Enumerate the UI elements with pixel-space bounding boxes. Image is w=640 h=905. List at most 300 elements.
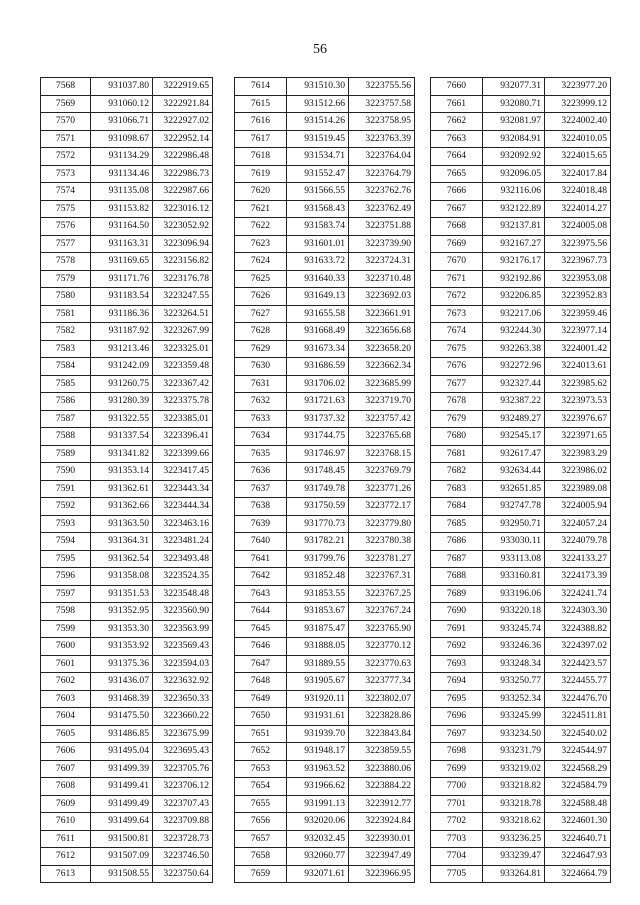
table-row xyxy=(431,620,611,638)
table-row xyxy=(235,183,415,201)
table-row xyxy=(41,778,213,796)
point-number-cell: 7657 xyxy=(235,830,287,848)
point-number-cell: 7583 xyxy=(41,340,91,358)
point-number-cell: 7656 xyxy=(235,813,287,831)
point-number-cell: 7620 xyxy=(235,183,287,201)
y-coordinate-cell: 3223493.48 xyxy=(153,550,213,568)
y-coordinate-cell: 3223695.43 xyxy=(153,743,213,761)
x-coordinate-cell: 932651.85 xyxy=(483,480,545,498)
y-coordinate-cell: 3223983.29 xyxy=(545,445,611,463)
point-number-cell: 7667 xyxy=(431,200,483,218)
point-number-cell: 7589 xyxy=(41,445,91,463)
table-row xyxy=(41,638,213,656)
table-row xyxy=(41,410,213,428)
x-coordinate-cell: 931499.49 xyxy=(91,795,153,813)
table-row xyxy=(431,603,611,621)
table-row xyxy=(235,760,415,778)
table-row xyxy=(431,743,611,761)
point-number-cell: 7607 xyxy=(41,760,91,778)
x-coordinate-cell: 931187.92 xyxy=(91,323,153,341)
y-coordinate-cell: 3223359.48 xyxy=(153,358,213,376)
table-row xyxy=(235,130,415,148)
x-coordinate-cell: 932092.92 xyxy=(483,148,545,166)
y-coordinate-cell: 3223757.42 xyxy=(349,410,415,428)
x-coordinate-cell: 933250.77 xyxy=(483,673,545,691)
y-coordinate-cell: 3224017.84 xyxy=(545,165,611,183)
x-coordinate-cell: 931686.59 xyxy=(287,358,349,376)
y-coordinate-cell: 3224511.81 xyxy=(545,708,611,726)
x-coordinate-cell: 932096.05 xyxy=(483,165,545,183)
point-number-cell: 7611 xyxy=(41,830,91,848)
table-row xyxy=(41,288,213,306)
y-coordinate-cell: 3223762.76 xyxy=(349,183,415,201)
y-coordinate-cell: 3222986.48 xyxy=(153,148,213,166)
y-coordinate-cell: 3223771.26 xyxy=(349,480,415,498)
y-coordinate-cell: 3223999.12 xyxy=(545,95,611,113)
y-coordinate-cell: 3223685.99 xyxy=(349,375,415,393)
y-coordinate-cell: 3223724.31 xyxy=(349,253,415,271)
point-number-cell: 7575 xyxy=(41,200,91,218)
point-number-cell: 7704 xyxy=(431,848,483,866)
x-coordinate-cell: 933219.02 xyxy=(483,760,545,778)
y-coordinate-cell: 3222952.14 xyxy=(153,130,213,148)
point-number-cell: 7689 xyxy=(431,585,483,603)
x-coordinate-cell: 931134.29 xyxy=(91,148,153,166)
point-number-cell: 7574 xyxy=(41,183,91,201)
x-coordinate-cell: 933160.81 xyxy=(483,568,545,586)
x-coordinate-cell: 931134.46 xyxy=(91,165,153,183)
point-number-cell: 7652 xyxy=(235,743,287,761)
x-coordinate-cell: 931362.54 xyxy=(91,550,153,568)
y-coordinate-cell: 3223959.46 xyxy=(545,305,611,323)
table-row xyxy=(41,865,213,883)
point-number-cell: 7615 xyxy=(235,95,287,113)
x-coordinate-cell: 931991.13 xyxy=(287,795,349,813)
point-number-cell: 7666 xyxy=(431,183,483,201)
y-coordinate-cell: 3224388.82 xyxy=(545,620,611,638)
point-number-cell: 7604 xyxy=(41,708,91,726)
x-coordinate-cell: 931353.14 xyxy=(91,463,153,481)
point-number-cell: 7665 xyxy=(431,165,483,183)
table-row xyxy=(41,200,213,218)
x-coordinate-cell: 931242.09 xyxy=(91,358,153,376)
y-coordinate-cell: 3223843.84 xyxy=(349,725,415,743)
point-number-cell: 7616 xyxy=(235,113,287,131)
x-coordinate-cell: 932950.71 xyxy=(483,515,545,533)
x-coordinate-cell: 931499.41 xyxy=(91,778,153,796)
point-number-cell: 7587 xyxy=(41,410,91,428)
y-coordinate-cell: 3223563.99 xyxy=(153,620,213,638)
y-coordinate-cell: 3223016.12 xyxy=(153,200,213,218)
table-row xyxy=(41,95,213,113)
y-coordinate-cell: 3223765.90 xyxy=(349,620,415,638)
x-coordinate-cell: 931066.71 xyxy=(91,113,153,131)
table-row xyxy=(41,305,213,323)
y-coordinate-cell: 3223367.42 xyxy=(153,375,213,393)
table-row xyxy=(235,253,415,271)
point-number-cell: 7605 xyxy=(41,725,91,743)
table-row xyxy=(431,235,611,253)
table-row xyxy=(431,830,611,848)
x-coordinate-cell: 933218.82 xyxy=(483,778,545,796)
x-coordinate-cell: 931744.75 xyxy=(287,428,349,446)
y-coordinate-cell: 3223767.24 xyxy=(349,603,415,621)
point-number-cell: 7570 xyxy=(41,113,91,131)
point-number-cell: 7573 xyxy=(41,165,91,183)
x-coordinate-cell: 931721.63 xyxy=(287,393,349,411)
table-row xyxy=(235,235,415,253)
table-row xyxy=(41,498,213,516)
x-coordinate-cell: 931673.34 xyxy=(287,340,349,358)
y-coordinate-cell: 3223762.49 xyxy=(349,200,415,218)
table-row xyxy=(41,848,213,866)
y-coordinate-cell: 3223156.82 xyxy=(153,253,213,271)
table-row xyxy=(235,340,415,358)
y-coordinate-cell: 3224018.48 xyxy=(545,183,611,201)
y-coordinate-cell: 3223481.24 xyxy=(153,533,213,551)
point-number-cell: 7705 xyxy=(431,865,483,883)
x-coordinate-cell: 931171.76 xyxy=(91,270,153,288)
table-row xyxy=(41,603,213,621)
point-number-cell: 7633 xyxy=(235,410,287,428)
table-row xyxy=(431,848,611,866)
x-coordinate-cell: 933236.25 xyxy=(483,830,545,848)
point-number-cell: 7571 xyxy=(41,130,91,148)
point-number-cell: 7618 xyxy=(235,148,287,166)
table-row xyxy=(431,638,611,656)
y-coordinate-cell: 3224455.77 xyxy=(545,673,611,691)
y-coordinate-cell: 3223772.17 xyxy=(349,498,415,516)
table-row xyxy=(41,463,213,481)
point-number-cell: 7634 xyxy=(235,428,287,446)
x-coordinate-cell: 931495.04 xyxy=(91,743,153,761)
y-coordinate-cell: 3223947.49 xyxy=(349,848,415,866)
point-number-cell: 7682 xyxy=(431,463,483,481)
table-row xyxy=(431,655,611,673)
point-number-cell: 7584 xyxy=(41,358,91,376)
table-row xyxy=(235,323,415,341)
point-number-cell: 7592 xyxy=(41,498,91,516)
y-coordinate-cell: 3222927.02 xyxy=(153,113,213,131)
x-coordinate-cell: 933030.11 xyxy=(483,533,545,551)
point-number-cell: 7661 xyxy=(431,95,483,113)
y-coordinate-cell: 3223399.66 xyxy=(153,445,213,463)
table-row xyxy=(431,515,611,533)
point-number-cell: 7588 xyxy=(41,428,91,446)
y-coordinate-cell: 3223781.27 xyxy=(349,550,415,568)
y-coordinate-cell: 3223661.91 xyxy=(349,305,415,323)
x-coordinate-cell: 931853.67 xyxy=(287,603,349,621)
y-coordinate-cell: 3223719.70 xyxy=(349,393,415,411)
point-number-cell: 7677 xyxy=(431,375,483,393)
x-coordinate-cell: 931499.64 xyxy=(91,813,153,831)
table-row xyxy=(431,795,611,813)
table-row xyxy=(431,358,611,376)
point-number-cell: 7701 xyxy=(431,795,483,813)
table-row xyxy=(431,498,611,516)
point-number-cell: 7585 xyxy=(41,375,91,393)
point-number-cell: 7578 xyxy=(41,253,91,271)
y-coordinate-cell: 3222919.65 xyxy=(153,78,213,96)
table-row xyxy=(431,323,611,341)
point-number-cell: 7651 xyxy=(235,725,287,743)
point-number-cell: 7599 xyxy=(41,620,91,638)
coordinate-table-middle xyxy=(234,77,415,883)
table-row xyxy=(41,708,213,726)
point-number-cell: 7609 xyxy=(41,795,91,813)
point-number-cell: 7696 xyxy=(431,708,483,726)
table-row xyxy=(41,760,213,778)
table-row xyxy=(431,410,611,428)
point-number-cell: 7674 xyxy=(431,323,483,341)
table-row xyxy=(431,200,611,218)
y-coordinate-cell: 3224601.30 xyxy=(545,813,611,831)
point-number-cell: 7644 xyxy=(235,603,287,621)
x-coordinate-cell: 931260.75 xyxy=(91,375,153,393)
y-coordinate-cell: 3223548.48 xyxy=(153,585,213,603)
x-coordinate-cell: 931875.47 xyxy=(287,620,349,638)
table-row xyxy=(431,218,611,236)
point-number-cell: 7680 xyxy=(431,428,483,446)
table-row xyxy=(235,603,415,621)
point-number-cell: 7688 xyxy=(431,568,483,586)
point-number-cell: 7638 xyxy=(235,498,287,516)
y-coordinate-cell: 3223764.04 xyxy=(349,148,415,166)
y-coordinate-cell: 3223052.92 xyxy=(153,218,213,236)
table-row xyxy=(41,253,213,271)
y-coordinate-cell: 3224664.79 xyxy=(545,865,611,883)
table-row xyxy=(41,358,213,376)
x-coordinate-cell: 932206.85 xyxy=(483,288,545,306)
table-row xyxy=(235,638,415,656)
point-number-cell: 7581 xyxy=(41,305,91,323)
x-coordinate-cell: 931186.36 xyxy=(91,305,153,323)
y-coordinate-cell: 3222986.73 xyxy=(153,165,213,183)
x-coordinate-cell: 931169.65 xyxy=(91,253,153,271)
x-coordinate-cell: 932077.31 xyxy=(483,78,545,96)
point-number-cell: 7596 xyxy=(41,568,91,586)
y-coordinate-cell: 3223884.22 xyxy=(349,778,415,796)
point-number-cell: 7577 xyxy=(41,235,91,253)
y-coordinate-cell: 3223755.56 xyxy=(349,78,415,96)
table-row xyxy=(431,165,611,183)
point-number-cell: 7617 xyxy=(235,130,287,148)
y-coordinate-cell: 3223569.43 xyxy=(153,638,213,656)
x-coordinate-cell: 931183.54 xyxy=(91,288,153,306)
table-row xyxy=(41,795,213,813)
y-coordinate-cell: 3223396.41 xyxy=(153,428,213,446)
x-coordinate-cell: 931352.95 xyxy=(91,603,153,621)
coordinate-table-left xyxy=(40,77,213,883)
point-number-cell: 7630 xyxy=(235,358,287,376)
table-row xyxy=(41,533,213,551)
x-coordinate-cell: 931889.55 xyxy=(287,655,349,673)
x-coordinate-cell: 931948.17 xyxy=(287,743,349,761)
table-row xyxy=(235,393,415,411)
point-number-cell: 7576 xyxy=(41,218,91,236)
x-coordinate-cell: 931853.55 xyxy=(287,585,349,603)
table-row xyxy=(431,463,611,481)
table-row xyxy=(235,725,415,743)
x-coordinate-cell: 932116.06 xyxy=(483,183,545,201)
table-row xyxy=(235,78,415,96)
point-number-cell: 7640 xyxy=(235,533,287,551)
table-row xyxy=(235,708,415,726)
table-row xyxy=(41,743,213,761)
table-row xyxy=(235,655,415,673)
x-coordinate-cell: 932020.06 xyxy=(287,813,349,831)
table-row xyxy=(235,830,415,848)
y-coordinate-cell: 3223709.88 xyxy=(153,813,213,831)
point-number-cell: 7623 xyxy=(235,235,287,253)
table-row xyxy=(41,113,213,131)
table-row xyxy=(431,445,611,463)
page-number: 56 xyxy=(313,42,327,57)
x-coordinate-cell: 931353.92 xyxy=(91,638,153,656)
point-number-cell: 7625 xyxy=(235,270,287,288)
y-coordinate-cell: 3223675.99 xyxy=(153,725,213,743)
x-coordinate-cell: 931514.26 xyxy=(287,113,349,131)
point-number-cell: 7621 xyxy=(235,200,287,218)
point-number-cell: 7598 xyxy=(41,603,91,621)
x-coordinate-cell: 931706.02 xyxy=(287,375,349,393)
x-coordinate-cell: 931135.08 xyxy=(91,183,153,201)
x-coordinate-cell: 932617.47 xyxy=(483,445,545,463)
y-coordinate-cell: 3223662.34 xyxy=(349,358,415,376)
point-number-cell: 7569 xyxy=(41,95,91,113)
point-number-cell: 7658 xyxy=(235,848,287,866)
point-number-cell: 7608 xyxy=(41,778,91,796)
x-coordinate-cell: 932217.06 xyxy=(483,305,545,323)
point-number-cell: 7659 xyxy=(235,865,287,883)
y-coordinate-cell: 3224001.42 xyxy=(545,340,611,358)
point-number-cell: 7655 xyxy=(235,795,287,813)
table-row xyxy=(235,218,415,236)
x-coordinate-cell: 931510.30 xyxy=(287,78,349,96)
table-row xyxy=(41,515,213,533)
x-coordinate-cell: 931280.39 xyxy=(91,393,153,411)
table-row xyxy=(235,288,415,306)
point-number-cell: 7684 xyxy=(431,498,483,516)
point-number-cell: 7600 xyxy=(41,638,91,656)
x-coordinate-cell: 932137.81 xyxy=(483,218,545,236)
table-row xyxy=(235,463,415,481)
y-coordinate-cell: 3224241.74 xyxy=(545,585,611,603)
table-row xyxy=(235,550,415,568)
table-row xyxy=(41,620,213,638)
x-coordinate-cell: 931939.70 xyxy=(287,725,349,743)
y-coordinate-cell: 3223417.45 xyxy=(153,463,213,481)
x-coordinate-cell: 931353.30 xyxy=(91,620,153,638)
table-row xyxy=(235,848,415,866)
y-coordinate-cell: 3224057.24 xyxy=(545,515,611,533)
point-number-cell: 7697 xyxy=(431,725,483,743)
y-coordinate-cell: 3223325.01 xyxy=(153,340,213,358)
point-number-cell: 7668 xyxy=(431,218,483,236)
x-coordinate-cell: 932080.71 xyxy=(483,95,545,113)
y-coordinate-cell: 3223658.20 xyxy=(349,340,415,358)
y-coordinate-cell: 3223758.95 xyxy=(349,113,415,131)
x-coordinate-cell: 931655.58 xyxy=(287,305,349,323)
x-coordinate-cell: 933113.08 xyxy=(483,550,545,568)
table-row xyxy=(235,568,415,586)
table-row xyxy=(431,375,611,393)
point-number-cell: 7692 xyxy=(431,638,483,656)
table-row xyxy=(41,340,213,358)
x-coordinate-cell: 932327.44 xyxy=(483,375,545,393)
table-row xyxy=(41,165,213,183)
x-coordinate-cell: 931750.59 xyxy=(287,498,349,516)
x-coordinate-cell: 931668.49 xyxy=(287,323,349,341)
x-coordinate-cell: 931633.72 xyxy=(287,253,349,271)
x-coordinate-cell: 931213.46 xyxy=(91,340,153,358)
table-row xyxy=(41,813,213,831)
x-coordinate-cell: 932167.27 xyxy=(483,235,545,253)
table-row xyxy=(431,550,611,568)
y-coordinate-cell: 3224010.05 xyxy=(545,130,611,148)
point-number-cell: 7580 xyxy=(41,288,91,306)
y-coordinate-cell: 3223767.25 xyxy=(349,585,415,603)
x-coordinate-cell: 931153.82 xyxy=(91,200,153,218)
point-number-cell: 7627 xyxy=(235,305,287,323)
point-number-cell: 7672 xyxy=(431,288,483,306)
table-row xyxy=(431,305,611,323)
y-coordinate-cell: 3223975.56 xyxy=(545,235,611,253)
x-coordinate-cell: 932272.96 xyxy=(483,358,545,376)
point-number-cell: 7686 xyxy=(431,533,483,551)
y-coordinate-cell: 3223692.03 xyxy=(349,288,415,306)
table-row xyxy=(235,375,415,393)
y-coordinate-cell: 3223767.31 xyxy=(349,568,415,586)
x-coordinate-cell: 931770.73 xyxy=(287,515,349,533)
point-number-cell: 7648 xyxy=(235,673,287,691)
table-row xyxy=(41,393,213,411)
table-row xyxy=(431,725,611,743)
point-number-cell: 7636 xyxy=(235,463,287,481)
x-coordinate-cell: 931568.43 xyxy=(287,200,349,218)
table-row xyxy=(235,113,415,131)
y-coordinate-cell: 3223463.16 xyxy=(153,515,213,533)
x-coordinate-cell: 932081.97 xyxy=(483,113,545,131)
y-coordinate-cell: 3223705.76 xyxy=(153,760,213,778)
table-row xyxy=(235,95,415,113)
y-coordinate-cell: 3223707.43 xyxy=(153,795,213,813)
x-coordinate-cell: 932176.17 xyxy=(483,253,545,271)
point-number-cell: 7568 xyxy=(41,78,91,96)
x-coordinate-cell: 931583.74 xyxy=(287,218,349,236)
table-row xyxy=(41,690,213,708)
y-coordinate-cell: 3224015.65 xyxy=(545,148,611,166)
x-coordinate-cell: 931499.39 xyxy=(91,760,153,778)
x-coordinate-cell: 931375.36 xyxy=(91,655,153,673)
y-coordinate-cell: 3224544.97 xyxy=(545,743,611,761)
y-coordinate-cell: 3223267.99 xyxy=(153,323,213,341)
point-number-cell: 7628 xyxy=(235,323,287,341)
table-row xyxy=(41,725,213,743)
x-coordinate-cell: 931322.55 xyxy=(91,410,153,428)
y-coordinate-cell: 3223953.08 xyxy=(545,270,611,288)
point-number-cell: 7676 xyxy=(431,358,483,376)
point-number-cell: 7698 xyxy=(431,743,483,761)
table-row xyxy=(431,393,611,411)
table-row xyxy=(41,428,213,446)
y-coordinate-cell: 3223660.22 xyxy=(153,708,213,726)
y-coordinate-cell: 3222921.84 xyxy=(153,95,213,113)
x-coordinate-cell: 931966.62 xyxy=(287,778,349,796)
point-number-cell: 7673 xyxy=(431,305,483,323)
table-row xyxy=(235,498,415,516)
point-number-cell: 7664 xyxy=(431,148,483,166)
